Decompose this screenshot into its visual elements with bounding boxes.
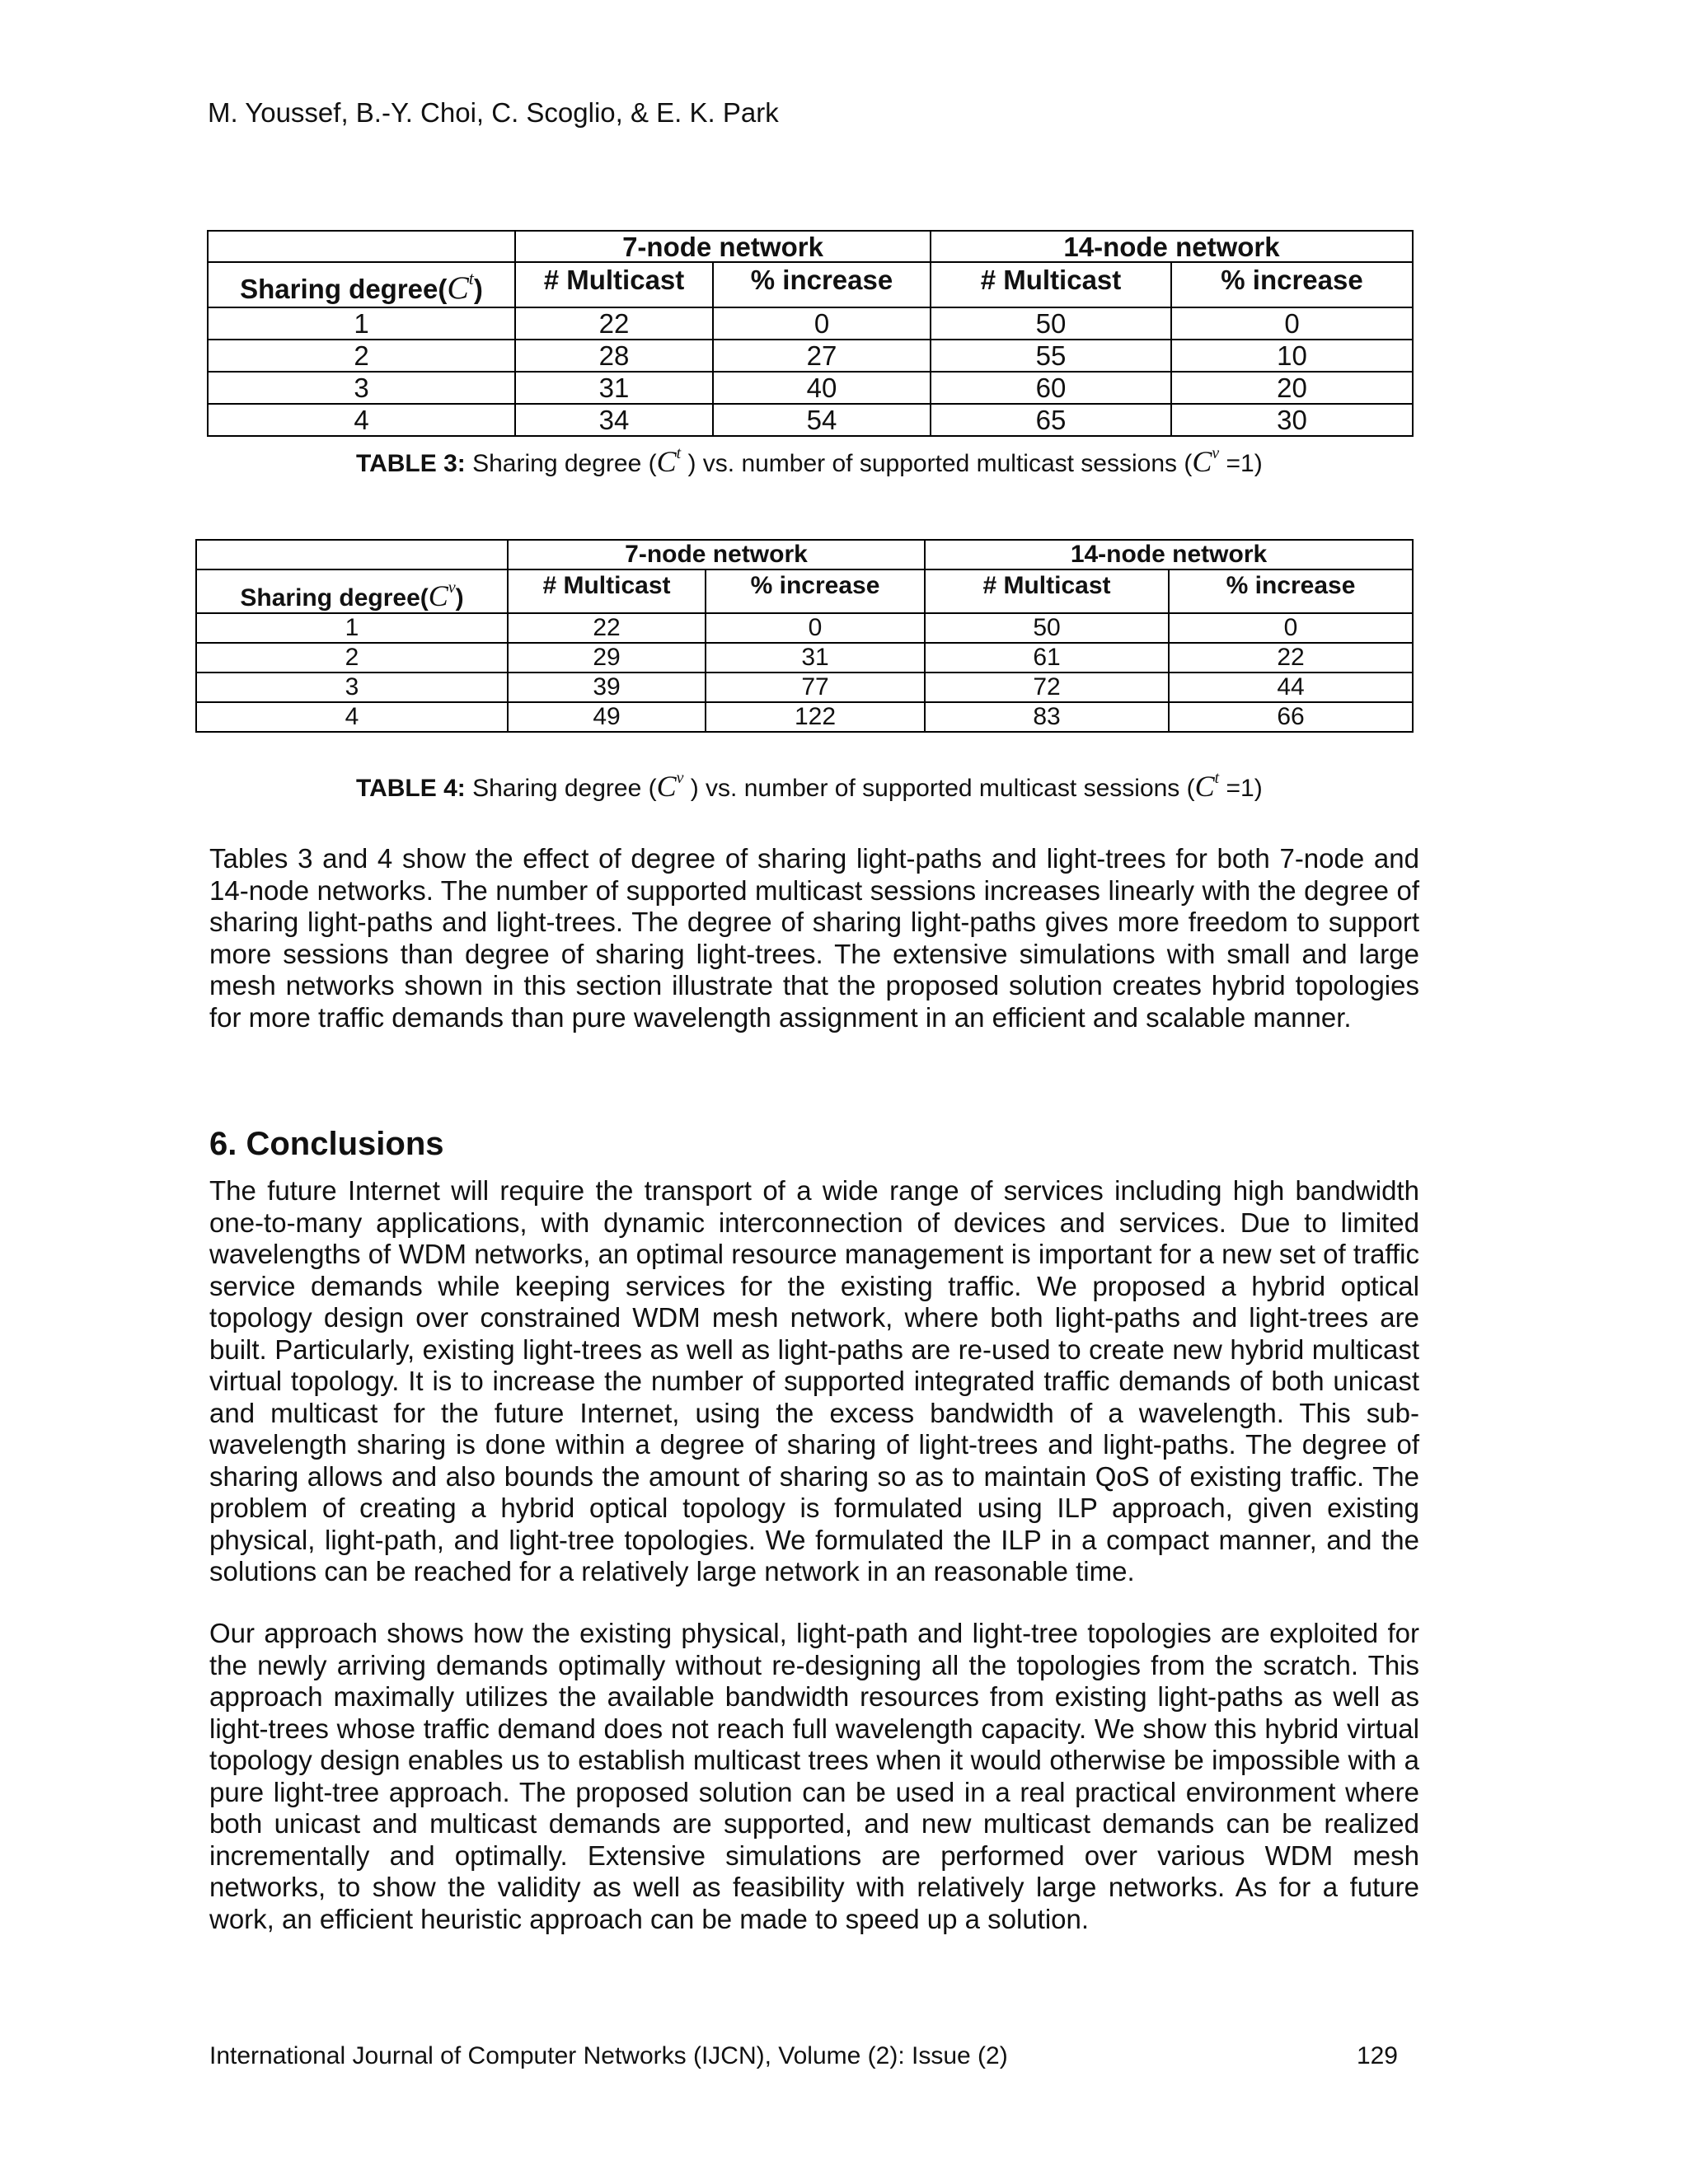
table-cell: 44: [1169, 673, 1413, 702]
table-cell: 65: [931, 404, 1171, 436]
table-cell: 22: [515, 307, 713, 340]
table-cell: 40: [713, 372, 931, 404]
table-cell: 22: [508, 613, 706, 643]
row-header-sharing-degree: Sharing $degree(C^v)$: [196, 569, 508, 613]
paragraph-conclusions-2: Our approach shows how the existing physical, light-path and light-tree topologies are exploited for the newly arriving demands optimally without re-designing all the topologies from the scratch. This approach maximally utilizes the available bandwidth resources from existing light-paths as well as light-trees whose traffic demand does not reach full wavelength capacity. We show this hybrid virtual topology design enables us to establish multicast trees when it would otherwise be impossible with a pure light-tree approach. The proposed solution can be used in a real practical environment where both unicast and multicast demands are supported, and new multicast demands can be realized incrementally and optimally. Extensive simulations are performed over various WDM mesh networks, to show the validity as well as feasibility with relatively large networks. As for a future work, an efficient heuristic approach can be made to speed up a solution.: [209, 1618, 1419, 1934]
paragraph-conclusions-1: The future Internet will require the transport of a wide range of services including high bandwidth one-to-many applications, with dynamic interconnection of devices and services. Due to limited wavelengths of WDM networks, an optimal resource management is important for a new set of traffic service demands while keeping services for the existing traffic. We proposed a hybrid optical topology design over constrained WDM mesh network, where both light-paths and light-trees are built. Particularly, existing light-trees as well as light-paths are re-used to create new hybrid multicast virtual topology. It is to increase the number of supported integrated traffic demands of both unicast and multicast for the future Internet, using the excess bandwidth of a wavelength. This sub-wavelength sharing is done within a degree of sharing of light-trees and light-paths. The degree of sharing allows and also bounds the amount of sharing so as to maintain QoS of existing traffic. The problem of creating a hybrid optical topology is formulated using ILP approach, given existing physical, light-path, and light-tree topologies. We formulated the ILP in a compact manner, and the solutions can be reached for a relatively large network in an reasonable time.: [209, 1175, 1419, 1586]
table-cell: 3: [196, 673, 508, 702]
section-heading-conclusions: 6. Conclusions: [209, 1126, 444, 1162]
table-cell: 4: [208, 404, 515, 436]
table-cell: 30: [1171, 404, 1413, 436]
group-header-14-node: 14-node network: [925, 540, 1413, 569]
column-header: # Multicast: [508, 569, 706, 613]
table-cell: 0: [1171, 307, 1413, 340]
column-header: % increase: [1169, 569, 1413, 613]
table-cell: 0: [1169, 613, 1413, 643]
table-row: [208, 372, 1413, 404]
table-cell: 28: [515, 340, 713, 372]
table-cell: 27: [713, 340, 931, 372]
table-cell: 83: [925, 702, 1169, 732]
table-cell: 20: [1171, 372, 1413, 404]
table-row: [208, 307, 1413, 340]
table-cell: 77: [706, 673, 925, 702]
table-row: [196, 702, 1413, 732]
table-4-caption: TABLE 4: Sharing degree ($C^v$ ) vs. number of supported multicast sessions $(C^t =1)$: [356, 769, 1263, 803]
table-row: [196, 643, 1413, 673]
table-header-blank: [196, 540, 508, 569]
column-header: # Multicast: [515, 262, 713, 307]
table-cell: 60: [931, 372, 1171, 404]
table-cell: 31: [515, 372, 713, 404]
column-header: # Multicast: [931, 262, 1171, 307]
table-cell: 0: [713, 307, 931, 340]
table-row: [196, 613, 1413, 643]
table-cell: 55: [931, 340, 1171, 372]
table-cell: 61: [925, 643, 1169, 673]
column-header: # Multicast: [925, 569, 1169, 613]
footer-journal: International Journal of Computer Networks (IJCN), Volume (2): Issue (2): [209, 2042, 1008, 2069]
paragraph-tables-discussion: Tables 3 and 4 show the effect of degree of sharing light-paths and light-trees for both 7-node and 14-node networks. The number of supported multicast sessions increases linearly with the degree of sharing light-paths and light-trees. The degree of sharing light-paths gives more freedom to support more sessions than degree of sharing light-trees. The extensive simulations with small and large mesh networks shown in this section illustrate that the proposed solution creates hybrid topologies for more traffic demands than pure wavelength assignment in an efficient and scalable manner.: [209, 843, 1419, 1033]
column-header: % increase: [1171, 262, 1413, 307]
table-cell: 4: [196, 702, 508, 732]
table-4: [195, 539, 1414, 733]
table-cell: 3: [208, 372, 515, 404]
table-row: [208, 404, 1413, 436]
table-cell: 10: [1171, 340, 1413, 372]
table-row: [196, 673, 1413, 702]
table-cell: 50: [925, 613, 1169, 643]
column-header: % increase: [713, 262, 931, 307]
table-header-blank: [208, 231, 515, 262]
table-cell: 29: [508, 643, 706, 673]
table-cell: 2: [208, 340, 515, 372]
table-cell: 1: [196, 613, 508, 643]
table-cell: 54: [713, 404, 931, 436]
group-header-7-node: 7-node network: [508, 540, 925, 569]
table-cell: 122: [706, 702, 925, 732]
table-row: [208, 340, 1413, 372]
group-header-7-node: 7-node network: [515, 231, 931, 262]
table-cell: 49: [508, 702, 706, 732]
group-header-14-node: 14-node network: [931, 231, 1413, 262]
page-footer: [209, 2042, 1398, 2070]
running-header: M. Youssef, B.-Y. Choi, C. Scoglio, & E. K. Park: [208, 97, 779, 128]
table-cell: 31: [706, 643, 925, 673]
table-cell: 1: [208, 307, 515, 340]
row-header-sharing-degree: Sharing $degree(C^t)$: [208, 262, 515, 307]
table-cell: 0: [706, 613, 925, 643]
table-cell: 39: [508, 673, 706, 702]
column-header: % increase: [706, 569, 925, 613]
table-cell: 50: [931, 307, 1171, 340]
table-cell: 66: [1169, 702, 1413, 732]
table-cell: 34: [515, 404, 713, 436]
table-cell: 72: [925, 673, 1169, 702]
table-cell: 22: [1169, 643, 1413, 673]
page-number: 129: [1356, 2042, 1398, 2069]
table-3: [207, 230, 1414, 437]
table-3-caption: TABLE 3: Sharing degree ($C^t$ ) vs. number of supported multicast sessions $(C^v =1)$: [356, 444, 1263, 478]
table-cell: 2: [196, 643, 508, 673]
